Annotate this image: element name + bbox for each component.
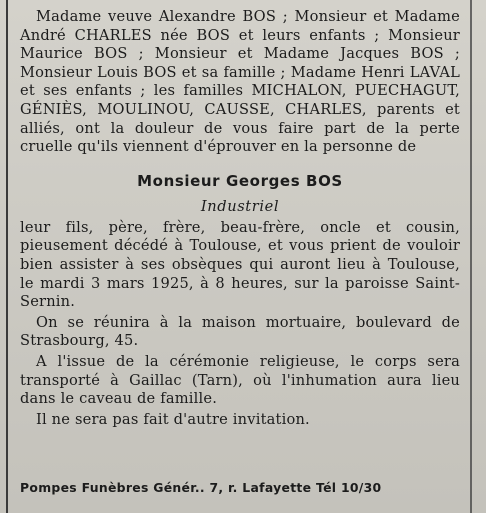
death-notice (20, 8, 460, 429)
notice-paragraph-burial: A l'issue de la cérémonie religieuse, le corps sera transporté à Gaillac (Tarn), où l'inhumation aura lieu dans le caveau de famille. (20, 352, 460, 408)
column-rule-right (470, 0, 472, 513)
funeral-home-footer: Pompes Funèbres Génér.. 7, r. Lafayette Tél 10/30 (20, 480, 382, 495)
notice-paragraph-funeral: leur fils, père, frère, beau-frère, oncle et cousin, pieusement décédé à Toulouse, et vous prient de vouloir bien assister à ses obsèques qui auront lieu à Toulouse, le mardi 3 mars 1925, à 8 heures, sur la paroisse Saint-Sernin. (20, 218, 460, 311)
deceased-name: Monsieur Georges BOS (137, 171, 343, 190)
deceased-profession: Industriel (200, 197, 280, 215)
notice-paragraph-invitation: Il ne sera pas fait d'autre invitation. (36, 410, 310, 428)
notice-paragraph-meeting: On se réunira à la maison mortuaire, boulevard de Strasbourg, 45. (20, 313, 460, 350)
column-rule-left (6, 0, 8, 513)
notice-paragraph-family: Madame veuve Alexandre BOS ; Monsieur et Madame André CHARLES née BOS et leurs enfants ; Monsieur Maurice BOS ; Monsieur et Madame Jacques BOS ; Monsieur Louis BOS et sa famille ; Madame Henri LAVAL et ses enfants ; les familles MICHALON, PUECHAGUT, GÉNIÈS, MOULINOU, CAUSSE, CHARLES, parents et alliés, ont la douleur de vous faire part de la perte cruelle qu'ils viennent d'éprouver en la personne de (20, 8, 460, 156)
